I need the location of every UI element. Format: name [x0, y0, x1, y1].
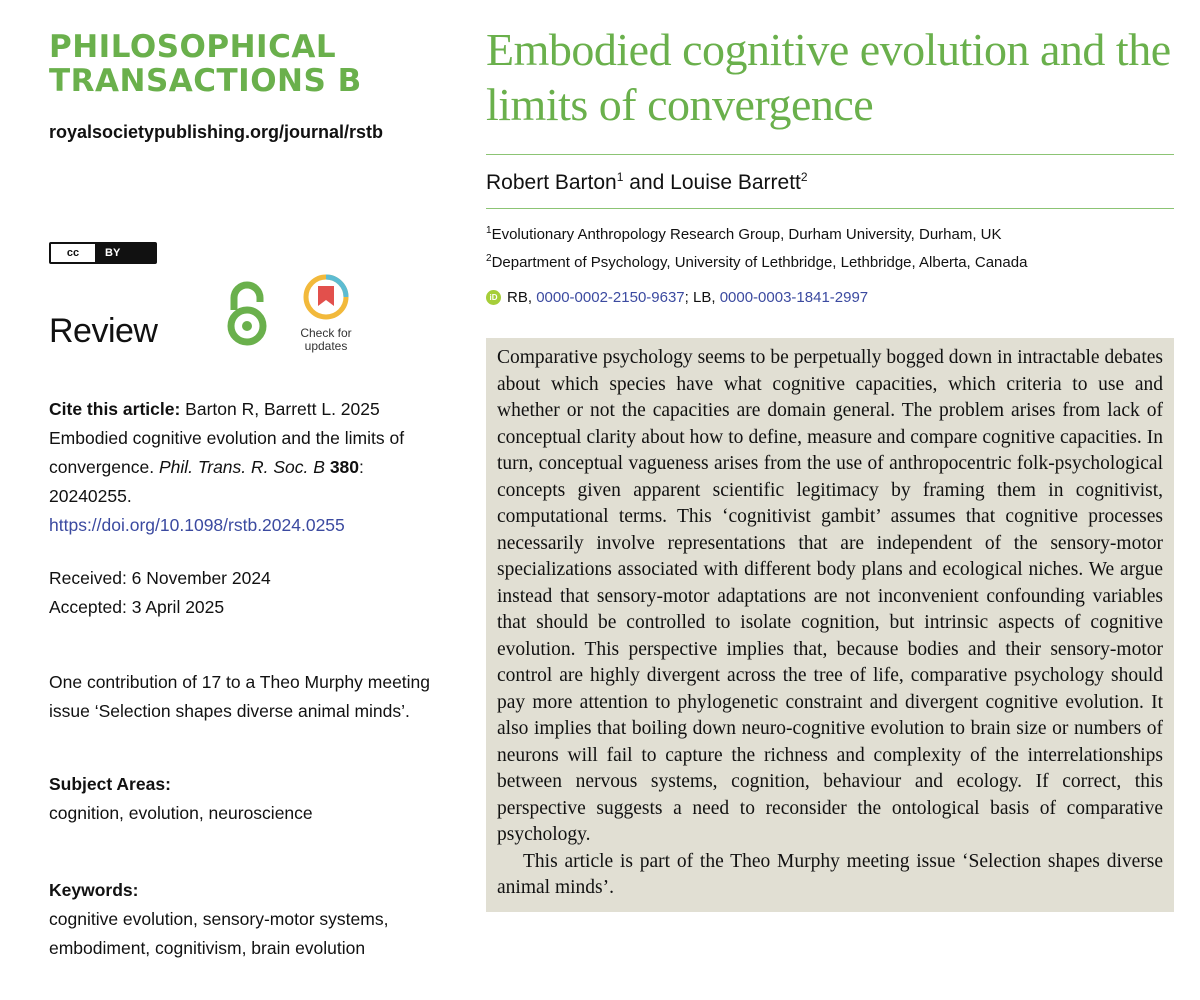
contribution-note: One contribution of 17 to a Theo Murphy meeting issue ‘Selection shapes diverse animal minds’.	[49, 672, 431, 721]
article-type: Review	[49, 312, 158, 350]
citation-volume: 380	[329, 457, 360, 477]
abstract-paragraph-1: Comparative psychology seems to be perpetually bogged down in intractable debates about which species have what cognitive capacities, which criteria to use and whether or not the capacities are domain general. The problem arises from lack of conceptual clarity about how to define, measure and compare cognitive capacities. In turn, conceptual vagueness arises from the use of anthropocentric folk-psychological concepts given apparent scientific legitimacy by framing them in cognitivist, computational terms. This ‘cognitivist gambit’ assumes that cognitive processes necessarily involve representations that are independent of the sensory-motor specializations associated with different body plans and ecological niches. We argue instead that sensory-motor adaptations are not inconvenient confounding variables that should be controlled to isolate cognition, but intrinsic aspects of cognitive evolution. This perspective implies that, because bodies and their sensory-motor control are highly divergent across the tree of life, comparative psychology should pay more attention to phylogenetic constraint and divergent cognitive evolution. It also implies that boiling down neuro-cognitive evolution to brain size or numbers of neurons will fail to capture the richness and complexity of the interrelationships between nervous systems, cognition, behaviour and ecology. If correct, this perspective suggests a need to reconsider the ontological basis of comparative psychology.	[497, 347, 1163, 845]
affiliations	[486, 219, 1174, 275]
dates-block	[49, 564, 439, 622]
affiliation-1: $^1$Evolutionary Anthropology Research Group, Durham University, Durham, UK	[486, 225, 1002, 243]
author-barrett[interactable]: Louise Barrett	[670, 171, 801, 194]
citation-label: Cite this article:	[49, 399, 181, 419]
journal-name-line2: TRANSACTIONS B	[49, 63, 362, 99]
abstract-paragraph-2: This article is part of the Theo Murphy meeting issue ‘Selection shapes diverse animal minds’.	[497, 850, 1163, 898]
subject-areas-label: Subject Areas:	[49, 774, 171, 794]
subject-areas-value: cognition, evolution, neuroscience	[49, 803, 313, 823]
received-date: Received: 6 November 2024	[49, 568, 271, 588]
open-access-icon	[225, 280, 269, 346]
sidebar	[49, 29, 449, 958]
by-label: BY	[97, 244, 155, 262]
subject-areas	[49, 770, 439, 828]
keywords-value: cognitive evolution, sensory-motor systems, embodiment, cognitivism, brain evolution	[49, 909, 389, 958]
citation-authors: Barton R, Barrett L. 2025	[185, 399, 380, 419]
check-for-updates-button[interactable]	[295, 274, 357, 353]
author-divider	[486, 208, 1174, 209]
orcid-icon: iD	[486, 290, 501, 305]
accepted-date: Accepted: 3 April 2025	[49, 597, 225, 617]
check-updates-line1: Check for	[300, 326, 352, 340]
author-and: and	[623, 171, 671, 194]
article-header	[486, 22, 1174, 912]
orcid-lb-label: ; LB,	[684, 289, 716, 306]
orcid-rb-label: RB,	[507, 289, 533, 306]
author1-affiliation-mark: 1	[616, 170, 624, 184]
citation-title: Embodied cognitive evolution and the limits of convergence.	[49, 428, 405, 477]
cc-by-license-badge[interactable]	[49, 242, 157, 264]
citation-article-number: : 20240255.	[49, 457, 364, 506]
article-title: Embodied cognitive evolution and the limits of convergence	[486, 24, 1171, 130]
abstract-box	[486, 338, 1174, 912]
keywords-label: Keywords:	[49, 880, 139, 900]
author2-affiliation-mark: 2	[800, 170, 808, 184]
crossmark-icon	[303, 274, 349, 320]
journal-name[interactable]	[49, 30, 449, 98]
author-line	[486, 155, 1174, 208]
cc-icon: cc	[51, 244, 97, 262]
orcid-lb-link[interactable]: 0000-0003-1841-2997	[719, 289, 869, 306]
orcid-line	[486, 289, 1174, 306]
citation-journal: Phil. Trans. R. Soc. B	[158, 457, 325, 477]
journal-name-line1: PHILOSOPHICAL	[49, 29, 337, 65]
orcid-rb-link[interactable]: 0000-0002-2150-9637	[536, 289, 685, 306]
doi-link[interactable]: https://doi.org/10.1098/rstb.2024.0255	[49, 515, 345, 535]
author-barton[interactable]: Robert Barton	[486, 171, 617, 194]
check-updates-line2: updates	[304, 339, 348, 353]
keywords	[49, 876, 439, 963]
journal-url[interactable]: royalsocietypublishing.org/journal/rstb	[49, 122, 384, 142]
affiliation-2: $^2$Department of Psychology, University of Lethbridge, Lethbridge, Alberta, Canada	[486, 253, 1028, 271]
citation-block	[49, 395, 439, 540]
